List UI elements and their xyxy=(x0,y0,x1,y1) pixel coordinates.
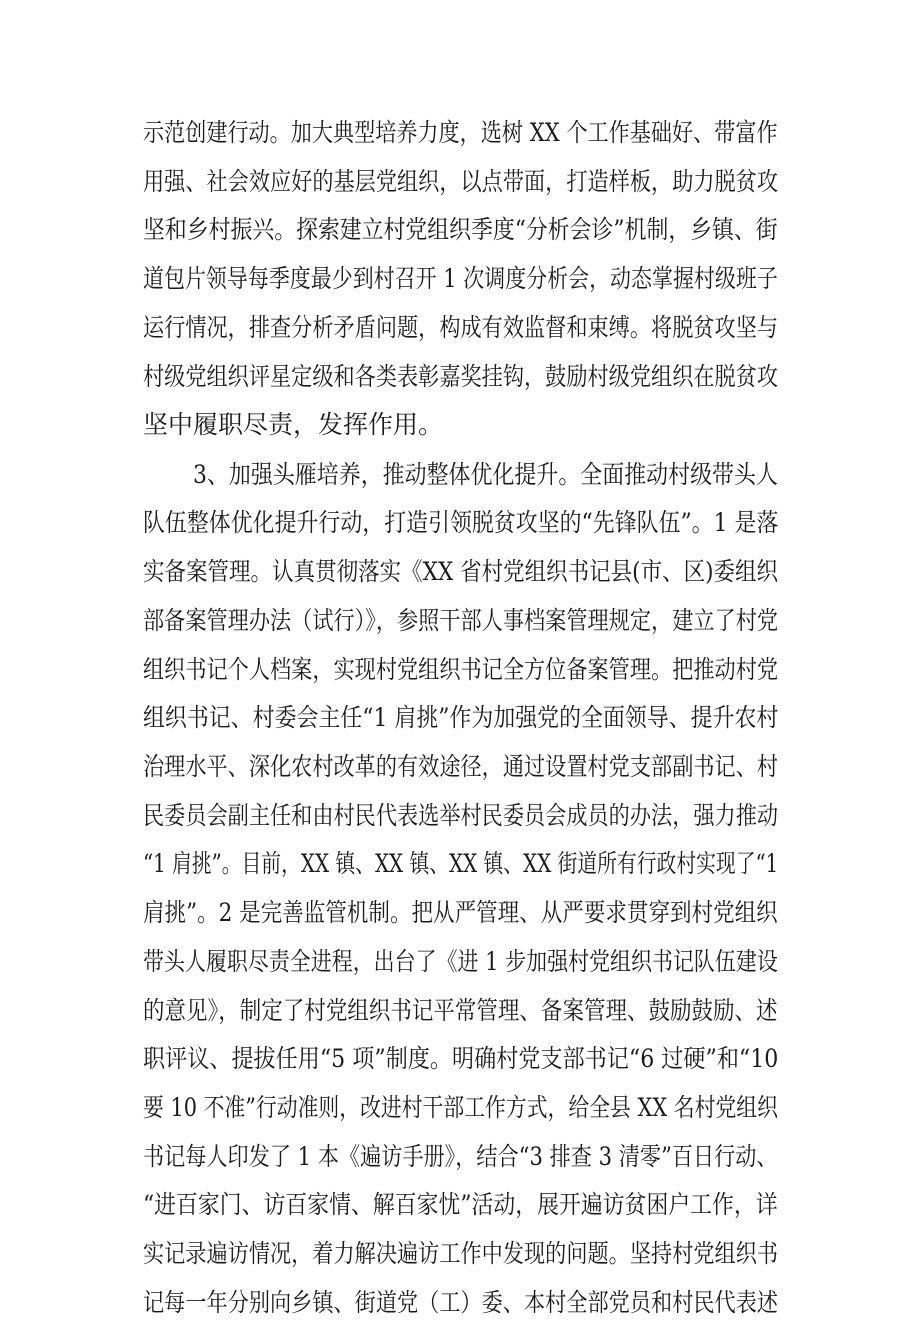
text-line-5: 运行情况，排查分析矛盾问题，构成有效监督和束缚。将脱贫攻坚与 xyxy=(143,313,779,342)
text-line-16: “1 肩挑”。目前，XX 镇、XX 镇、XX 镇、XX 街道所有行政村实现了“1 xyxy=(143,849,779,878)
text-line-11: 部备案管理办法（试行）》，参照干部人事档案管理规定，建立了村党 xyxy=(143,606,779,635)
text-line-24: 实记录遍访情况，着力解决遍访工作中发现的问题。坚持村党组织书 xyxy=(143,1239,779,1268)
text-line-6: 村级党组织评星定级和各类表彰嘉奖挂钩，鼓励村级党组织在脱贫攻 xyxy=(143,362,779,391)
text-line-7: 坚中履职尽责，发挥作用。 xyxy=(143,410,444,439)
text-line-14: 治理水平、深化农村改革的有效途径，通过设置村党支部副书记、村 xyxy=(143,752,779,781)
text-line-22: 书记每人印发了 1 本《遍访手册》，结合“3 排查 3 清零”百日行动、 xyxy=(143,1142,778,1171)
text-line-18: 带头人履职尽责全进程，出台了《进 1 步加强村党组织书记队伍建设 xyxy=(143,947,778,976)
text-line-2: 用强、社会效应好的基层党组织，以点带面，打造样板，助力脱贫攻 xyxy=(143,167,779,196)
text-line-15: 民委员会副主任和由村民代表选举村民委员会成员的办法，强力推动 xyxy=(143,801,779,830)
text-line-1: 示范创建行动。加大典型培养力度，选树 XX 个工作基础好、带富作 xyxy=(143,118,778,147)
text-line-21: 要 10 不准”行动准则，改进村干部工作方式，给全县 XX 名村党组织 xyxy=(143,1093,778,1122)
text-line-4: 道包片领导每季度最少到村召开 1 次调度分析会，动态掌握村级班子 xyxy=(143,264,778,293)
text-line-17: 肩挑”。2 是完善监管机制。把从严管理、从严要求贯穿到村党组织 xyxy=(143,898,778,927)
text-line-13: 组织书记、村委会主任“1 肩挑”作为加强党的全面领导、提升农村 xyxy=(143,703,779,732)
text-line-3: 坚和乡村振兴。探索建立村党组织季度“分析会诊”机制，乡镇、街 xyxy=(143,215,778,244)
text-line-8: 3、加强头雁培养，推动整体优化提升。全面推动村级带头人 xyxy=(193,460,778,489)
text-line-19: 的意见》，制定了村党组织书记平常管理、备案管理、鼓励鼓励、述 xyxy=(143,996,778,1025)
text-line-20: 职评议、提拔任用“5 项”制度。明确村党支部书记“6 过硬”和“10 xyxy=(143,1044,779,1073)
text-line-23: “进百家门、访百家情、解百家忧”活动，展开遍访贫困户工作，详 xyxy=(143,1190,778,1219)
text-line-25: 记每一年分别向乡镇、街道党（工）委、本村全部党员和村民代表述 xyxy=(143,1288,779,1317)
text-line-9: 队伍整体优化提升行动，打造引领脱贫攻坚的“先锋队伍”。1 是落 xyxy=(143,508,779,537)
text-line-12: 组织书记个人档案，实现村党组织书记全方位备案管理。把推动村党 xyxy=(143,655,779,684)
text-line-10: 实备案管理。认真贯彻落实《XX 省村党组织书记县(市、区)委组织 xyxy=(143,557,779,586)
